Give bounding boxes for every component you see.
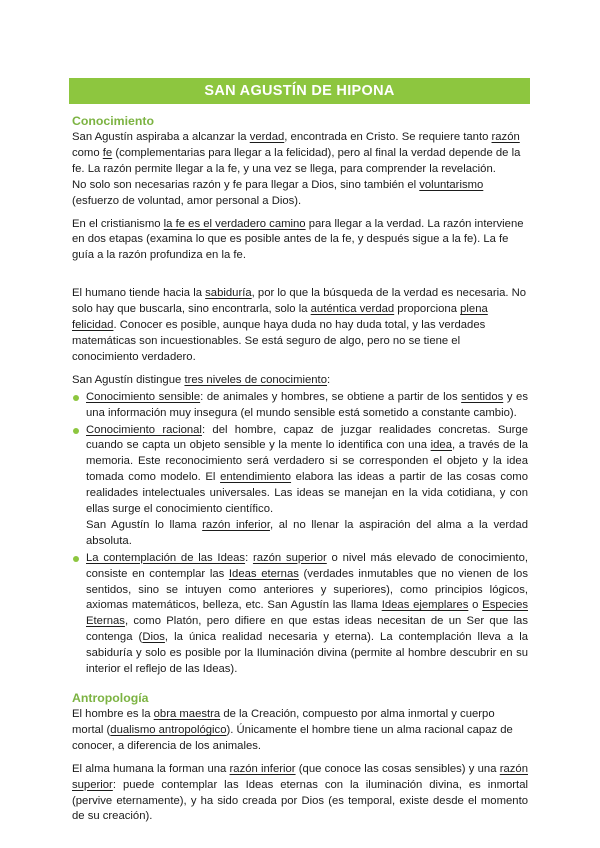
term-razon-inferior-alma: razón inferior: [229, 762, 296, 775]
paragraph-obra-maestra: El hombre es la obra maestra de la Creación, compuesto por alma inmortal y cuerpo mortal (dualismo antropológico). Únicamente el hombre tiene un alma racional capaz de conocer, a diferencia de los animales.: [72, 708, 513, 752]
term-sentidos: sentidos: [461, 390, 504, 403]
paragraph-voluntarismo: No solo son necesarias razón y fe para llegar a Dios, sino también el voluntarismo (esfuerzo de voluntad, amor personal a Dios).: [72, 178, 484, 207]
term-conocimiento-racional: Conocimiento racional: [86, 423, 202, 436]
term-especies-eternas: Especies Eternas: [86, 599, 529, 628]
term-verdad: verdad: [249, 131, 285, 143]
term-ideas-eternas: Ideas eternas: [228, 567, 299, 580]
term-fe: fe: [102, 146, 113, 159]
term-contemplacion-ideas: La contemplación de las Ideas: [86, 551, 246, 564]
term-sabiduria: sabiduría: [205, 287, 252, 300]
bullet-dot-icon: [73, 556, 79, 562]
levels-list: [72, 390, 528, 678]
term-idea: idea: [430, 439, 452, 452]
term-obra-maestra: obra maestra: [153, 708, 221, 720]
term-tres-niveles: tres niveles de conocimiento: [184, 373, 327, 386]
term-razon-superior-alma: razón superior: [72, 762, 528, 791]
term-verdadero-camino: la fe es el verdadero camino: [163, 217, 306, 230]
term-autentica-verdad: auténtica verdad: [310, 303, 395, 316]
term-razon-inferior: razón inferior: [202, 518, 270, 531]
paragraph-tres-niveles: San Agustín distingue tres niveles de conocimiento:: [72, 373, 331, 386]
term-plena-felicidad: plena felicidad: [72, 303, 488, 332]
paragraph-alma-humana: El alma humana la forman una razón inferior (que conoce las cosas sensibles) y una razón superior: puede contemplar las Ideas eternas con la iluminación divina, es inmortal (pervive eternamente), y ha sido creada por Dios (es temporal, existe desde el momento de su creación).: [72, 762, 528, 823]
paragraph-verdad: San Agustín aspiraba a alcanzar la verdad, encontrada en Cristo. Se requiere tanto razón como fe (complementarias para llegar a la felicidad), pero al final la verdad depende de la fe. La razón permite llegar a la fe, y una vez se llega, para comprender la revelación.: [72, 131, 521, 175]
section-antropologia: [72, 690, 528, 825]
bullet-dot-icon: [73, 428, 79, 434]
section-conocimiento: [72, 113, 528, 678]
term-entendimiento: entendimiento: [220, 471, 292, 484]
paragraph-sabiduria: El humano tiende hacia la sabiduría, por lo que la búsqueda de la verdad es necesaria. No solo hay que buscarla, sino encontrarla, solo la auténtica verdad proporciona plena felicidad. Conocer es posible, aunque haya duda no hay duda total, y las verdades matemáticas son incuestionables. Se está seguro de algo, pero no se tiene el conocimiento verdadero.: [72, 287, 527, 363]
page-title: SAN AGUSTÍN DE HIPONA: [69, 78, 530, 104]
term-dualismo-antropologico: dualismo antropológico: [110, 723, 227, 736]
document-body: [72, 113, 528, 825]
term-razon-superior: razón superior: [252, 551, 327, 564]
list-item: Conocimiento racional: del hombre, capaz de juzgar realidades concretas. Surge cuando se capta un objeto sensible y la mente lo identifica con una idea, a través de la memoria. Este reconocimiento será verdadero si se corresponden el objeto y la idea tomada como modelo. El entendimiento elabora las ideas a partir de las cosas como realidades intelectuales universales. Las ideas se manejan en la vida cotidiana, y con ellas surge el conocimiento científico. San Agustín lo llama razón inferior, al no llenar la aspiración del alma a la verdad absoluta.: [72, 423, 528, 550]
bullet-dot-icon: [73, 395, 79, 401]
list-item: Conocimiento sensible: de animales y hombres, se obtiene a partir de los sentidos y es una información muy insegura (el mundo sensible está sometido a constante cambio).: [72, 390, 528, 422]
term-conocimiento-sensible: Conocimiento sensible: [86, 390, 201, 403]
term-ideas-ejemplares: Ideas ejemplares: [381, 599, 469, 612]
section-heading-antropologia: Antropología: [72, 691, 149, 705]
term-razon: razón: [491, 131, 520, 143]
section-heading-conocimiento: Conocimiento: [72, 114, 154, 128]
list-item: La contemplación de las Ideas: razón superior o nivel más elevado de conocimiento, consiste en contemplar las Ideas eternas (verdades inmutables que no vienen de los sentidos, sino se intuyen como anteriores y superiores), como principios lógicos, axiomas matemáticos, belleza, etc. San Agustín las llama Ideas ejemplares o Especies Eternas, como Platón, pero difiere en que estas ideas necesitan de un Ser que las contenga (Dios, la única realidad necesaria y eterna). La contemplación lleva a la sabiduría y solo es posible por la Iluminación divina (permite al hombre descubrir en su interior el reflejo de las Ideas).: [72, 551, 528, 678]
term-voluntarismo: voluntarismo: [419, 178, 484, 191]
term-dios: Dios: [142, 631, 165, 644]
paragraph-cristianismo: En el cristianismo la fe es el verdadero camino para llegar a la verdad. La razón interviene en dos etapas (examina lo que es posible antes de la fe, y después sigue a la fe). La fe guía a la razón profundiza en la fe.: [72, 217, 524, 262]
